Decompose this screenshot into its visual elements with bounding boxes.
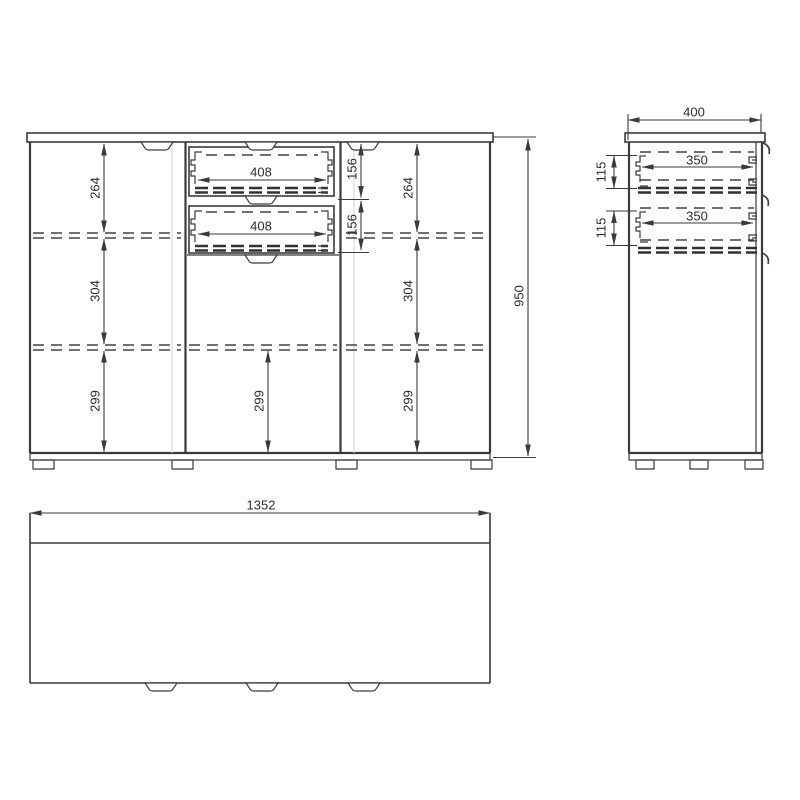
front-handle-center-door [245, 255, 277, 263]
side-top-panel [625, 133, 765, 142]
dim-label-front-right-304: 304 [400, 280, 416, 302]
dim-label-front-left-304: 304 [87, 280, 103, 302]
dim-label-drawer2-156: 156 [344, 214, 360, 236]
top-view [30, 498, 490, 692]
dim-label-overall-height-950: 950 [511, 285, 527, 307]
side-hinge-hooks [762, 143, 769, 264]
dim-label-front-center-299: 299 [251, 390, 267, 412]
top-view-handle-center [246, 683, 278, 691]
dim-label-front-left-299: 299 [87, 390, 103, 412]
side-view [594, 105, 770, 470]
front-handle-left-door [141, 142, 173, 150]
front-lower-shelf-dashed [33, 345, 487, 350]
side-drawer-brackets [636, 156, 648, 242]
dim-label-drawer2-408: 408 [250, 218, 272, 234]
dim-label-side-400: 400 [683, 104, 705, 120]
top-view-side-edges [30, 513, 490, 683]
side-dim-115a-extension-lines [606, 156, 637, 189]
dim-label-front-right-299: 299 [400, 390, 416, 412]
dim-label-overall-width-1352: 1352 [246, 497, 276, 513]
side-feet [636, 460, 763, 469]
top-view-handle-right [348, 683, 380, 691]
dim-label-drawer1-156: 156 [344, 158, 360, 180]
dim-label-side-drawer2-350: 350 [686, 208, 708, 224]
dim-label-drawer1-408: 408 [250, 164, 272, 180]
front-handle-drawer-2 [245, 196, 277, 204]
front-top-panel [27, 133, 493, 142]
dim-label-front-right-264: 264 [400, 177, 416, 199]
top-view-handle-left [145, 683, 177, 691]
dim-label-side-drawer1-115: 115 [593, 161, 609, 183]
side-dim-115b-extension-lines [606, 211, 637, 246]
front-handle-drawer-1 [245, 142, 277, 150]
dim-label-front-left-264: 264 [87, 177, 103, 199]
front-view [27, 133, 536, 469]
dim-label-side-drawer1-350: 350 [686, 152, 708, 168]
front-feet [33, 460, 492, 469]
dim-label-side-drawer2-115: 115 [593, 217, 609, 239]
front-handle-right-door [347, 142, 379, 150]
